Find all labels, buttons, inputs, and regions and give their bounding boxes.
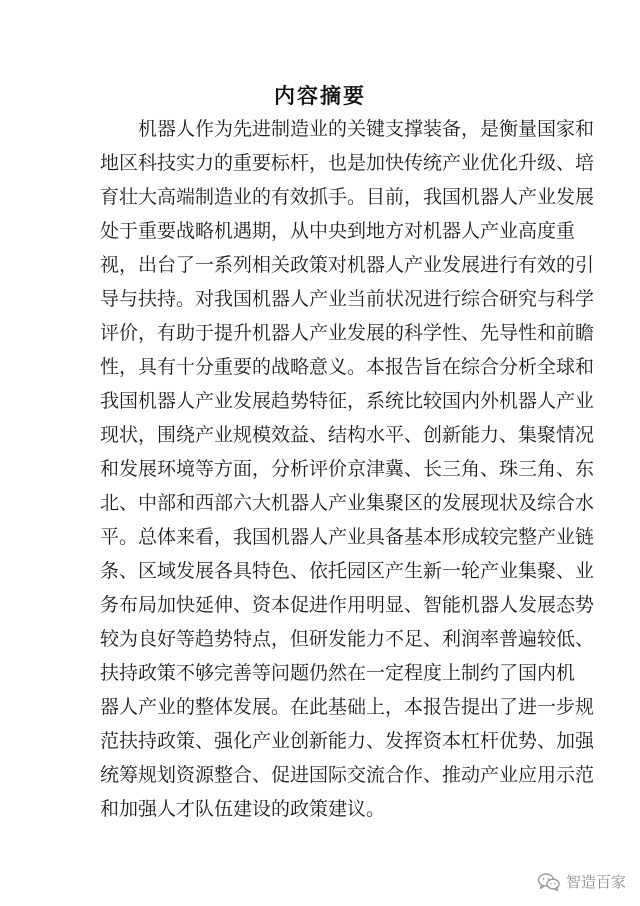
- watermark: [537, 871, 626, 892]
- text-line: 较为良好等趋势特点，但研发能力不足、利润率普遍较低、: [100, 628, 595, 650]
- text-line: 扶持政策不够完善等问题仍然在一定程度上制约了国内机: [100, 662, 576, 684]
- text-line: 统筹规划资源整合、促进国际交流合作、推动产业应用示范: [100, 764, 595, 786]
- text-line: 视，出台了一系列相关政策对机器人产业发展进行有效的引: [100, 254, 595, 276]
- text-line: 地区科技实力的重要标杆，也是加快传统产业优化升级、培: [100, 152, 595, 174]
- watermark-text: 智造百家: [565, 873, 626, 891]
- text-line: 器人产业的整体发展。在此基础上，本报告提出了进一步规: [100, 696, 595, 718]
- text-line: 现状，围绕产业规模效益、结构水平、创新能力、集聚情况: [100, 424, 595, 446]
- text-line: 我国机器人产业发展趋势特征，系统比较国内外机器人产业: [100, 390, 595, 412]
- text-line: 范扶持政策、强化产业创新能力、发挥资本杠杆优势、加强: [100, 730, 595, 752]
- abstract-body: [100, 112, 595, 826]
- text-line: 育壮大高端制造业的有效抓手。目前，我国机器人产业发展: [100, 186, 595, 208]
- text-line: 务布局加快延伸、资本促进作用明显、智能机器人发展态势: [100, 594, 595, 616]
- text-line: 和发展环境等方面，分析评价京津冀、长三角、珠三角、东: [100, 458, 595, 480]
- text-line: 导与扶持。对我国机器人产业当前状况进行综合研究与科学: [100, 288, 595, 310]
- text-line: 和加强人才队伍建设的政策建议。: [100, 798, 386, 820]
- text-line: 机器人作为先进制造业的关键支撑装备，是衡量国家和: [138, 118, 595, 140]
- text-line: 条、区域发展各具特色、依托园区产生新一轮产业集聚、业: [100, 560, 595, 582]
- text-line: 处于重要战略机遇期，从中央到地方对机器人产业高度重: [100, 220, 576, 242]
- text-line: 平。总体来看，我国机器人产业具备基本形成较完整产业链: [100, 526, 595, 548]
- text-line: 北、中部和西部六大机器人产业集聚区的发展现状及综合水: [100, 492, 595, 514]
- document-title: 内容摘要: [274, 84, 366, 108]
- wechat-icon: [537, 872, 561, 892]
- text-line: 评价，有助于提升机器人产业发展的科学性、先导性和前瞻: [100, 322, 595, 344]
- text-line: 性，具有十分重要的战略意义。本报告旨在综合分析全球和: [100, 356, 595, 378]
